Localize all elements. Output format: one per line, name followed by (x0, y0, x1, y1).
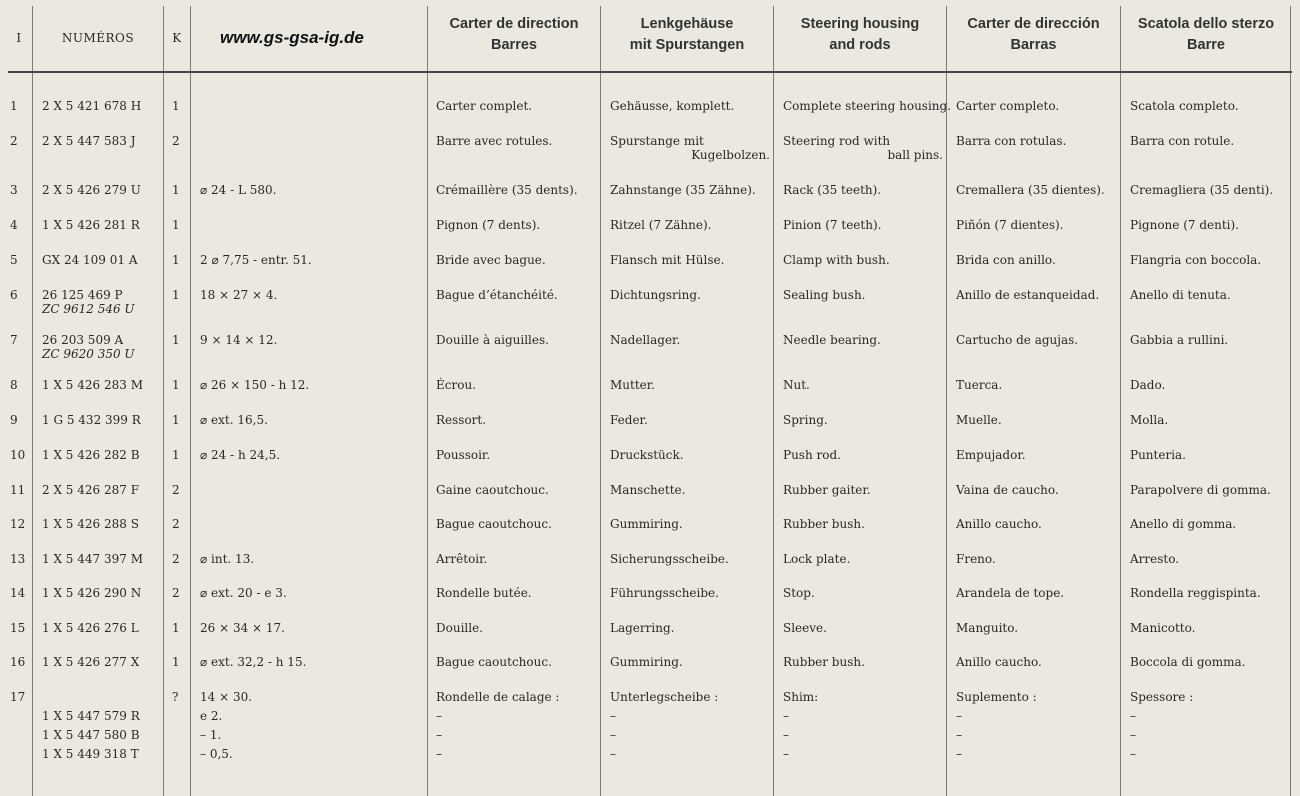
desc-es: Anillo caucho. (956, 517, 1042, 531)
table-row (0, 288, 1300, 318)
row-index: 9 (10, 413, 18, 427)
row-index: 5 (10, 253, 18, 267)
table-row (0, 378, 1300, 408)
desc-fr: Rondelle butée. (436, 586, 532, 600)
desc-it: Spessore : (1130, 690, 1194, 704)
desc-it: Dado. (1130, 378, 1166, 392)
row-index: 15 (10, 621, 26, 635)
header-en-line2: and rods (829, 37, 891, 53)
dimensions: ⌀ 26 × 150 - h 12. (200, 378, 310, 392)
part-number: 26 125 469 P ZC 9612 546 U (42, 288, 135, 316)
dash-placeholder: – (436, 728, 442, 742)
desc-es: Carter completo. (956, 99, 1060, 113)
desc-it: Flangria con boccola. (1130, 253, 1262, 267)
website-watermark: www.gs-gsa-ig.de (220, 28, 364, 47)
desc-fr: Pignon (7 dents). (436, 218, 541, 232)
part-number: 2 X 5 447 583 J (42, 134, 136, 148)
header-index: I (16, 31, 22, 45)
part-number: 1 X 5 426 276 L (42, 621, 139, 635)
desc-es: Freno. (956, 552, 996, 566)
dash-placeholder: – (1130, 709, 1136, 723)
header-es-line1: Carter de dirección (967, 16, 1100, 32)
desc-es: Manguito. (956, 621, 1019, 635)
part-number: 1 X 5 426 282 B (42, 448, 140, 462)
desc-fr: Bague caoutchouc. (436, 655, 552, 669)
k-code: 1 (172, 99, 180, 113)
desc-de: Spurstange mit Kugelbolzen. (610, 134, 770, 162)
desc-en: Push rod. (783, 448, 841, 462)
desc-en: Clamp with bush. (783, 253, 890, 267)
desc-es: Vaina de caucho. (956, 483, 1059, 497)
k-code: 1 (172, 333, 180, 347)
desc-fr: Bague caoutchouc. (436, 517, 552, 531)
k-code: 1 (172, 253, 180, 267)
dash-placeholder: – (956, 709, 962, 723)
row-index: 6 (10, 288, 18, 302)
desc-it: Parapolvere di gomma. (1130, 483, 1271, 497)
desc-es: Cremallera (35 dientes). (956, 183, 1105, 197)
desc-it: Boccola di gomma. (1130, 655, 1246, 669)
desc-de-cont: Kugelbolzen. (691, 148, 770, 162)
part-number: 26 203 509 A ZC 9620 350 U (42, 333, 135, 361)
part-number: 1 X 5 426 290 N (42, 586, 142, 600)
header-fr-line2: Barres (491, 37, 537, 53)
dash-placeholder: – (610, 728, 616, 742)
k-code: 1 (172, 288, 180, 302)
dimensions: – 1. (200, 728, 222, 742)
k-code: ? (172, 690, 179, 704)
k-code: 1 (172, 218, 180, 232)
desc-de: Unterlegscheibe : (610, 690, 719, 704)
desc-it: Gabbia a rullini. (1130, 333, 1229, 347)
desc-en-cont: ball pins. (887, 148, 943, 162)
row-index: 4 (10, 218, 18, 232)
shim-row (0, 709, 1300, 727)
desc-en: Rubber bush. (783, 517, 865, 531)
desc-en: Sleeve. (783, 621, 827, 635)
dash-placeholder: – (436, 709, 442, 723)
part-number: 1 X 5 426 283 M (42, 378, 143, 392)
desc-it: Barra con rotule. (1130, 134, 1235, 148)
dimensions: ⌀ int. 13. (200, 552, 255, 566)
desc-de: Mutter. (610, 378, 655, 392)
desc-fr: Bague d’étanchéité. (436, 288, 558, 302)
desc-de: Sicherungsscheibe. (610, 552, 729, 566)
desc-en: Rack (35 teeth). (783, 183, 882, 197)
part-number: 2 X 5 426 287 F (42, 483, 140, 497)
desc-fr: Carter complet. (436, 99, 533, 113)
dash-placeholder: – (610, 709, 616, 723)
part-number: 1 X 5 447 580 B (42, 728, 140, 742)
dimensions: 9 × 14 × 12. (200, 333, 278, 347)
k-code: 1 (172, 183, 180, 197)
desc-en: Sealing bush. (783, 288, 866, 302)
desc-it: Pignone (7 denti). (1130, 218, 1239, 232)
part-number: 2 X 5 426 279 U (42, 183, 141, 197)
dimensions: 26 × 34 × 17. (200, 621, 285, 635)
header-numbers: NUMÉROS (61, 31, 135, 45)
part-number: 1 X 5 426 288 S (42, 517, 139, 531)
part-number: 1 X 5 449 318 T (42, 747, 139, 761)
dash-placeholder: – (783, 709, 789, 723)
row-index: 13 (10, 552, 26, 566)
desc-es: Anillo de estanqueidad. (956, 288, 1100, 302)
desc-it: Cremagliera (35 denti). (1130, 183, 1274, 197)
desc-fr: Douille à aiguilles. (436, 333, 549, 347)
desc-fr: Gaine caoutchouc. (436, 483, 549, 497)
dimensions: ⌀ ext. 20 - e 3. (200, 586, 287, 600)
dimensions: ⌀ 24 - L 580. (200, 183, 277, 197)
desc-en: Lock plate. (783, 552, 851, 566)
desc-es: Barra con rotulas. (956, 134, 1067, 148)
dimensions: e 2. (200, 709, 223, 723)
desc-it: Scatola completo. (1130, 99, 1239, 113)
k-code: 2 (172, 517, 180, 531)
part-number: 2 X 5 421 678 H (42, 99, 142, 113)
desc-fr: Douille. (436, 621, 484, 635)
part-number: 1 X 5 447 579 R (42, 709, 140, 723)
desc-fr: Poussoir. (436, 448, 491, 462)
desc-fr: Ressort. (436, 413, 487, 427)
table-row (0, 621, 1300, 651)
desc-de: Gummiring. (610, 655, 683, 669)
desc-it: Molla. (1130, 413, 1169, 427)
row-index: 7 (10, 333, 18, 347)
desc-it: Anello di tenuta. (1130, 288, 1231, 302)
table-row (0, 655, 1300, 685)
desc-es: Muelle. (956, 413, 1002, 427)
desc-es: Anillo caucho. (956, 655, 1042, 669)
header-it (1121, 14, 1291, 56)
k-code: 1 (172, 655, 180, 669)
row-index: 11 (10, 483, 26, 497)
part-number: 1 G 5 432 399 R (42, 413, 141, 427)
desc-es: Arandela de tope. (956, 586, 1065, 600)
k-code: 2 (172, 134, 180, 148)
desc-en: Rubber gaiter. (783, 483, 871, 497)
desc-es: Cartucho de agujas. (956, 333, 1079, 347)
desc-en: Needle bearing. (783, 333, 881, 347)
part-number: GX 24 109 01 A (42, 253, 138, 267)
row-index: 2 (10, 134, 18, 148)
header-de-line2: mit Spurstangen (629, 37, 745, 53)
table-row (0, 552, 1300, 582)
dash-placeholder: – (610, 747, 616, 761)
desc-de: Flansch mit Hülse. (610, 253, 725, 267)
alt-part-number: ZC 9620 350 U (42, 347, 135, 361)
desc-it: Punteria. (1130, 448, 1186, 462)
dash-placeholder: – (956, 728, 962, 742)
dash-placeholder: – (1130, 747, 1136, 761)
dimensions: – 0,5. (200, 747, 233, 761)
table-row (0, 586, 1300, 616)
row-index: 12 (10, 517, 26, 531)
row-index: 17 (10, 690, 26, 704)
desc-fr: Rondelle de calage : (436, 690, 560, 704)
desc-fr: Bride avec bague. (436, 253, 546, 267)
table-row (0, 483, 1300, 513)
row-index: 8 (10, 378, 18, 392)
table-row (0, 253, 1300, 283)
desc-fr: Écrou. (436, 378, 476, 392)
header-it-line2: Barre (1187, 37, 1225, 53)
desc-de: Lagerring. (610, 621, 675, 635)
dimensions: 14 × 30. (200, 690, 253, 704)
desc-it: Rondella reggispinta. (1130, 586, 1261, 600)
table-row (0, 448, 1300, 478)
desc-es: Piñón (7 dientes). (956, 218, 1064, 232)
k-code: 1 (172, 413, 180, 427)
table-row (0, 413, 1300, 443)
desc-de: Feder. (610, 413, 648, 427)
desc-fr: Crémaillère (35 dents). (436, 183, 578, 197)
desc-en: Rubber bush. (783, 655, 865, 669)
row-index: 14 (10, 586, 26, 600)
desc-de: Manschette. (610, 483, 686, 497)
desc-en: Stop. (783, 586, 815, 600)
desc-en: Spring. (783, 413, 828, 427)
desc-de: Gehäusse, komplett. (610, 99, 735, 113)
desc-es: Tuerca. (956, 378, 1003, 392)
table-row (0, 517, 1300, 547)
header-en-line1: Steering housing (800, 16, 920, 32)
table-row (0, 218, 1300, 248)
shim-row (0, 747, 1300, 765)
header-es-line2: Barras (1010, 37, 1057, 53)
k-code: 2 (172, 483, 180, 497)
dimensions: 18 × 27 × 4. (200, 288, 278, 302)
desc-es: Brida con anillo. (956, 253, 1056, 267)
desc-en: Shim: (783, 690, 819, 704)
desc-en: Pinion (7 teeth). (783, 218, 882, 232)
desc-it: Arresto. (1130, 552, 1180, 566)
desc-de: Druckstück. (610, 448, 684, 462)
desc-it: Anello di gomma. (1130, 517, 1237, 531)
table-row (0, 333, 1300, 363)
dash-placeholder: – (1130, 728, 1136, 742)
desc-fr: Arrêtoir. (436, 552, 488, 566)
k-code: 1 (172, 621, 180, 635)
k-code: 2 (172, 586, 180, 600)
desc-de: Dichtungsring. (610, 288, 701, 302)
table-row (0, 183, 1300, 213)
row-index: 1 (10, 99, 18, 113)
k-code: 1 (172, 378, 180, 392)
desc-de: Gummiring. (610, 517, 683, 531)
header-de-line1: Lenkgehäuse (640, 16, 734, 32)
part-number: 1 X 5 426 277 X (42, 655, 140, 669)
header-en (774, 14, 946, 56)
row-index: 10 (10, 448, 26, 462)
k-code: 1 (172, 448, 180, 462)
desc-de: Führungsscheibe. (610, 586, 719, 600)
shim-row (0, 728, 1300, 746)
table-row (0, 134, 1300, 164)
header-rule (8, 71, 1292, 73)
header-k: K (172, 31, 182, 45)
desc-fr: Barre avec rotules. (436, 134, 553, 148)
dimensions: ⌀ 24 - h 24,5. (200, 448, 281, 462)
dash-placeholder: – (956, 747, 962, 761)
dash-placeholder: – (436, 747, 442, 761)
desc-es: Suplemento : (956, 690, 1037, 704)
dash-placeholder: – (783, 747, 789, 761)
header-fr (428, 14, 600, 56)
header-es (947, 14, 1120, 56)
dimensions: ⌀ ext. 32,2 - h 15. (200, 655, 307, 669)
desc-de: Nadellager. (610, 333, 681, 347)
header-fr-line1: Carter de direction (449, 16, 579, 32)
alt-part-number: ZC 9612 546 U (42, 302, 135, 316)
header-it-line1: Scatola dello sterzo (1137, 16, 1275, 32)
header-de (601, 14, 773, 56)
desc-en: Nut. (783, 378, 810, 392)
desc-it: Manicotto. (1130, 621, 1196, 635)
dimensions: ⌀ ext. 16,5. (200, 413, 268, 427)
dimensions: 2 ⌀ 7,75 - entr. 51. (200, 253, 312, 267)
row-index: 3 (10, 183, 18, 197)
k-code: 2 (172, 552, 180, 566)
dash-placeholder: – (783, 728, 789, 742)
desc-de: Zahnstange (35 Zähne). (610, 183, 756, 197)
desc-de: Ritzel (7 Zähne). (610, 218, 712, 232)
row-index: 16 (10, 655, 26, 669)
desc-en: Complete steering housing. (783, 99, 952, 113)
desc-en: Steering rod with ball pins. (783, 134, 943, 162)
part-number: 1 X 5 447 397 M (42, 552, 143, 566)
part-number: 1 X 5 426 281 R (42, 218, 140, 232)
desc-es: Empujador. (956, 448, 1026, 462)
table-row (0, 99, 1300, 129)
